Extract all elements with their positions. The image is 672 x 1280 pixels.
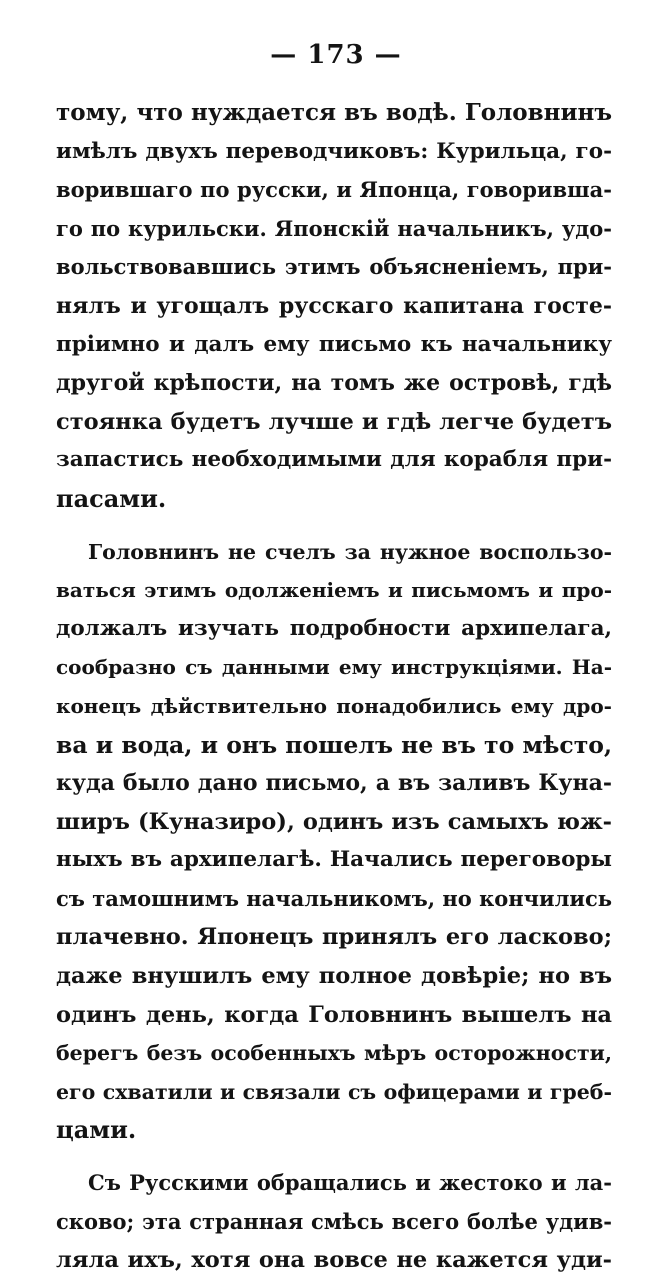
text-line: плачевно. Японецъ принялъ его ласково;: [56, 924, 612, 951]
text-line: конецъ дѣйствительно понадобились ему дро-: [56, 693, 612, 718]
paragraph: [56, 533, 612, 1151]
paragraph: [56, 94, 612, 519]
page-text: [56, 94, 612, 1280]
text-line: берегъ безъ особенныхъ мѣръ осторожности,: [56, 1041, 612, 1066]
text-line: сообразно съ данными ему инструкціями. На-: [56, 655, 612, 680]
text-line: имѣлъ двухъ переводчиковъ: Курильца, го-: [56, 138, 612, 164]
text-line: ва и вода, и онъ пошелъ не въ то мѣсто,: [56, 730, 613, 759]
text-line: Съ Русскими обращались и жестоко и ла-: [88, 1170, 612, 1196]
text-line: стоянка будетъ лучше и гдѣ легче будетъ: [56, 408, 612, 435]
text-line: сково; эта странная смѣсь всего болѣе удив-: [56, 1208, 612, 1234]
text-line: нялъ и угощалъ русскаго капитана госте-: [56, 292, 612, 319]
text-line: пасами.: [56, 483, 167, 513]
text-line: цами.: [56, 1115, 137, 1145]
text-line: запастись необходимыми для корабля при-: [56, 447, 612, 473]
text-line: Головнинъ не счелъ за нужное воспользо-: [88, 539, 612, 564]
text-line: даже внушилъ ему полное довѣріе; но въ: [56, 963, 612, 990]
text-line: ляла ихъ, хотя она вовсе не кажется уди-: [56, 1247, 612, 1274]
text-line: его схватили и связали съ офицерами и греб-: [56, 1079, 612, 1104]
text-line: другой крѣпости, на томъ же островѣ, гдѣ: [56, 370, 612, 397]
text-line: должалъ изучать подробности архипелага,: [56, 615, 612, 641]
text-line: тому, что нуждается въ водѣ. Головнинъ: [56, 99, 612, 126]
paragraph-gap: [56, 519, 612, 533]
paragraph-gap: [56, 1150, 612, 1164]
text-line: одинъ день, когда Головнинъ вышелъ на: [56, 1001, 612, 1028]
text-line: куда было дано письмо, а въ заливъ Куна-: [56, 770, 612, 797]
text-line: ворившаго по русски, и Японца, говорившa-: [56, 177, 612, 203]
text-line: ваться этимъ одолженіемъ и письмомъ и про-: [56, 578, 612, 603]
text-line: ширъ (Куназиро), одинъ изъ самыхъ юж-: [56, 808, 612, 835]
text-line: пріимно и далъ ему письмо къ начальнику: [56, 331, 612, 357]
text-line: го по курильски. Японскій начальникъ, удо-: [56, 215, 612, 241]
text-line: съ тамошнимъ начальникомъ, но кончились: [56, 885, 612, 911]
text-line: ныхъ въ архипелагѣ. Начались переговоры: [56, 847, 612, 873]
page-number: — 173 —: [270, 40, 402, 70]
text-line: вольствовавшись этимъ объясненіемъ, при-: [56, 254, 612, 280]
paragraph: [56, 1164, 612, 1280]
